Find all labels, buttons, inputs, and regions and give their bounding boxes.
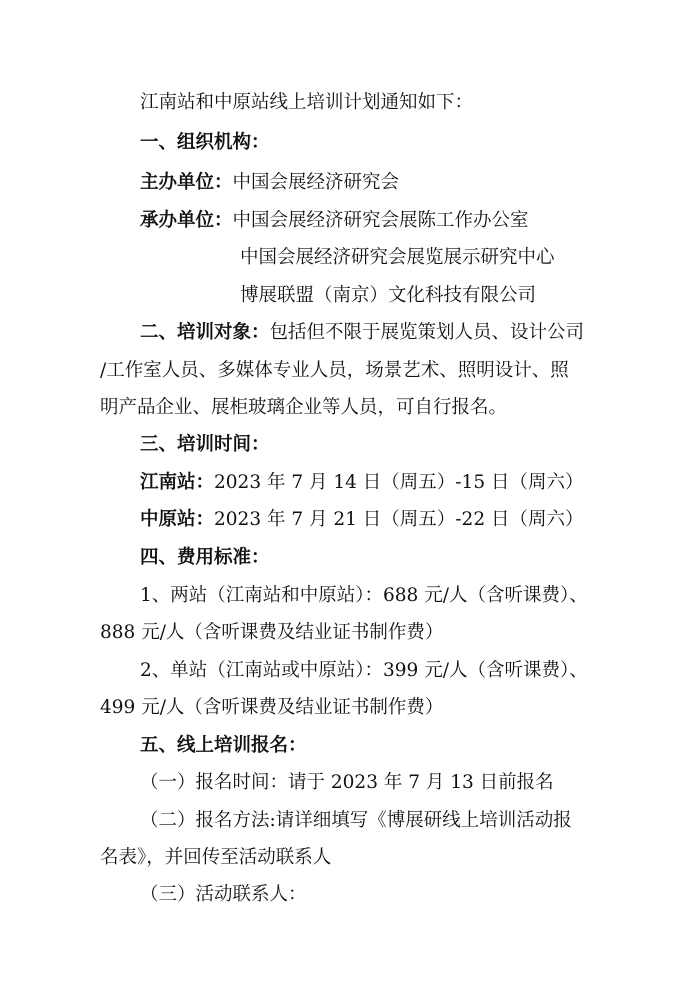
- organizer-label: 承办单位：: [140, 210, 233, 231]
- host-value: 中国会展经济研究会: [232, 172, 400, 193]
- section2-text-3: 明产品企业、展柜玻璃企业等人员，可自行报名。: [100, 397, 508, 418]
- fee-item1-line2: 888 元/人（含听课费及结业证书制作费）: [100, 622, 444, 643]
- section2-heading: 二、培训对象：: [140, 322, 270, 343]
- organizer-2: 中国会展经济研究会展览展示研究中心: [240, 247, 555, 268]
- jiangnan-label: 江南站：: [140, 472, 215, 493]
- section2-line-1: [140, 320, 584, 346]
- fee-item2-line2: 499 元/人（含听课费及结业证书制作费）: [100, 697, 444, 718]
- organizer-line-1: [140, 208, 529, 234]
- contact-person: （三）活动联系人：: [140, 884, 307, 905]
- jiangnan-value: 2023 年 7 月 14 日（周五）-15 日（周六）: [214, 472, 584, 493]
- section4-heading: 四、费用标准：: [140, 547, 270, 568]
- zhongyuan-line: [140, 507, 583, 533]
- organizer-3: 博展联盟（南京）文化科技有限公司: [240, 285, 537, 306]
- jiangnan-line: [140, 470, 583, 496]
- fee-item1-line1: 1、两站（江南站和中原站）：688 元/人（含听课费）、: [140, 585, 588, 606]
- signup-method-line1: （二）报名方法:请详细填写《博展研线上培训活动报: [140, 810, 572, 831]
- signup-time: （一）报名时间：请于 2023 年 7 月 13 日前报名: [140, 772, 554, 793]
- intro-line: [140, 90, 473, 116]
- section1-heading: 一、组织机构：: [140, 132, 270, 153]
- host-label: 主办单位：: [140, 172, 233, 193]
- zhongyuan-label: 中原站：: [140, 509, 215, 530]
- host-line: [140, 170, 399, 196]
- organizer-1: 中国会展经济研究会展陈工作办公室: [232, 210, 529, 231]
- section2-text-1: 包括但不限于展览策划人员、设计公司: [269, 322, 585, 343]
- fee-item2-line1: 2、单站（江南站或中原站）：399 元/人（含听课费）、: [140, 660, 588, 681]
- section2-text-2: /工作室人员、多媒体专业人员，场景艺术、照明设计、照: [100, 360, 569, 381]
- section3-heading: 三、培训时间：: [140, 434, 270, 455]
- signup-method-line2: 名表》，并回传至活动联系人: [100, 847, 332, 868]
- section5-heading: 五、线上培训报名：: [140, 735, 307, 756]
- zhongyuan-value: 2023 年 7 月 21 日（周五）-22 日（周六）: [214, 509, 584, 530]
- intro-text: 江南站和中原站线上培训计划通知如下：: [140, 92, 474, 113]
